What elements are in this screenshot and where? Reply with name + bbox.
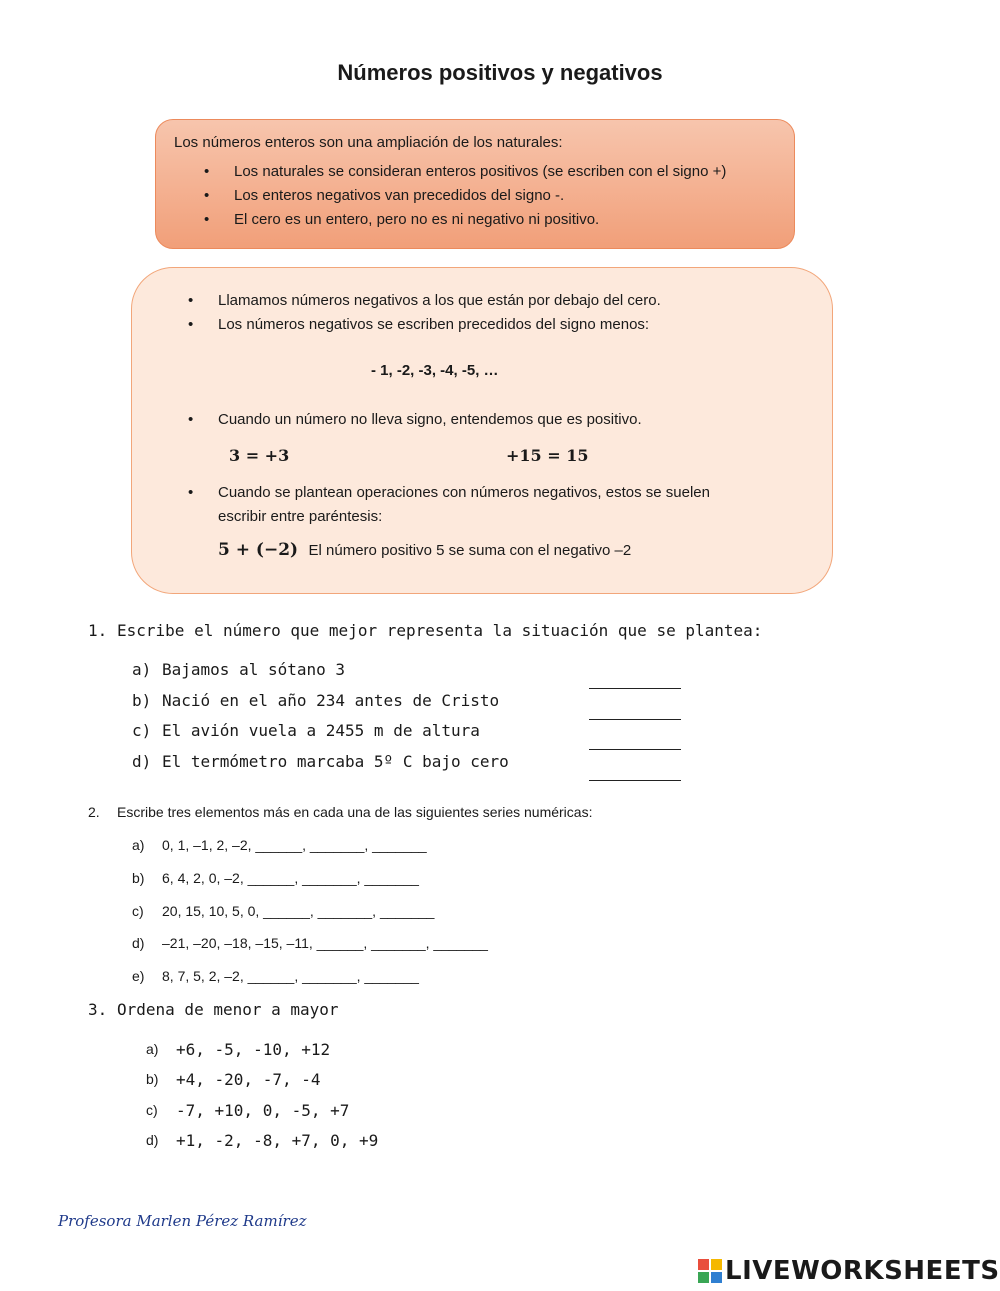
q2-series[interactable]: 0, 1, –1, 2, –2, ______, _______, _______ — [162, 837, 427, 853]
answer-blank-b[interactable] — [589, 719, 681, 720]
q2-item-label: d) — [132, 935, 145, 951]
equation-plus15-equals-15: +15 = 15 — [506, 446, 589, 465]
answer-blank-c[interactable] — [589, 749, 681, 750]
equation-3-equals-plus3: 3 = +3 — [229, 446, 290, 465]
q1-item-text: Bajamos al sótano 3 — [162, 660, 346, 679]
q2-text: Escribe tres elementos más en cada una de las siguientes series numéricas: — [117, 804, 593, 820]
q1-item-label: a) — [132, 660, 152, 679]
box1-bullet: • Los enteros negativos van precedidos del signo -. — [204, 184, 726, 208]
logo-blocks-icon — [698, 1259, 722, 1283]
negative-numbers-box — [131, 267, 833, 594]
bullet4-line2: escribir entre paréntesis: — [218, 508, 383, 525]
logo-block — [711, 1272, 722, 1283]
q1-number: 1. — [88, 621, 108, 640]
q1-item-text: El termómetro marcaba 5º C bajo cero — [162, 752, 509, 771]
q3-item-text: +4, -20, -7, -4 — [176, 1070, 321, 1089]
q1-text: Escribe el número que mejor representa la situación que se plantea: — [117, 621, 763, 640]
q3-item-label: c) — [146, 1102, 158, 1118]
answer-blank-a[interactable] — [589, 688, 681, 689]
q3-text: Ordena de menor a mayor — [117, 1000, 339, 1019]
box1-bullet: • El cero es un entero, pero no es ni negativo ni positivo. — [204, 208, 726, 232]
box2-bullet: • Cuando un número no lleva signo, entendemos que es positivo. — [188, 408, 642, 432]
example-explanation: El número positivo 5 se suma con el negativo –2 — [308, 542, 632, 559]
box2-bullet: • Llamamos números negativos a los que están por debajo del cero. — [188, 289, 661, 313]
q2-number: 2. — [88, 804, 100, 820]
bullet4-line1: Cuando se plantean operaciones con números negativos, estos se suelen — [218, 484, 710, 501]
q2-series[interactable]: 8, 7, 5, 2, –2, ______, _______, _______ — [162, 968, 419, 984]
q2-item-label: c) — [132, 903, 144, 919]
logo-block — [698, 1272, 709, 1283]
q1-item-label: d) — [132, 752, 152, 771]
q1-item-label: b) — [132, 691, 152, 710]
box2-bullets-mid — [188, 408, 642, 432]
logo-wordmark: LIVEWORKSHEETS — [725, 1256, 1000, 1286]
answer-blank-d[interactable] — [589, 780, 681, 781]
box2-bullets-bottom — [188, 481, 710, 529]
q1-item-label: c) — [132, 721, 152, 740]
box1-bullet: • Los naturales se consideran enteros positivos (se escriben con el signo +) — [204, 160, 726, 184]
q1-item-text: El avión vuela a 2455 m de altura — [162, 721, 480, 740]
q2-item-label: a) — [132, 837, 145, 853]
q2-item-label: b) — [132, 870, 145, 886]
q3-number: 3. — [88, 1000, 108, 1019]
liveworksheets-logo — [698, 1256, 1000, 1286]
box1-bullet-list — [204, 160, 726, 232]
q2-series[interactable]: –21, –20, –18, –15, –11, ______, _______, _______ — [162, 935, 488, 951]
logo-block — [698, 1259, 709, 1270]
page-title: Números positivos y negativos — [337, 60, 663, 85]
q2-item-label: e) — [132, 968, 145, 984]
q3-item-label: d) — [146, 1132, 159, 1148]
q3-item-label: b) — [146, 1071, 159, 1087]
box2-bullets-top — [188, 289, 661, 337]
q1-item-text: Nació en el año 234 antes de Cristo — [162, 691, 500, 710]
q3-item-text: +1, -2, -8, +7, 0, +9 — [176, 1131, 379, 1150]
q3-item-label: a) — [146, 1041, 159, 1057]
q3-item-text: -7, +10, 0, -5, +7 — [176, 1101, 350, 1120]
box1-intro: Los números enteros son una ampliación de los naturales: — [174, 134, 563, 151]
box2-bullet: • Los números negativos se escriben precedidos del signo menos: — [188, 313, 661, 337]
q2-series[interactable]: 20, 15, 10, 5, 0, ______, _______, _______ — [162, 903, 435, 919]
box2-bullet — [188, 481, 710, 529]
example-expression: 5 + (−2) — [218, 540, 299, 560]
negative-number-list: - 1, -2, -3, -4, -5, … — [371, 362, 499, 379]
logo-block — [711, 1259, 722, 1270]
integers-info-box — [155, 119, 795, 249]
teacher-signature: Profesora Marlen Pérez Ramírez — [58, 1212, 307, 1230]
q3-item-text: +6, -5, -10, +12 — [176, 1040, 331, 1059]
q2-series[interactable]: 6, 4, 2, 0, –2, ______, _______, _______ — [162, 870, 419, 886]
example-row — [218, 540, 631, 560]
